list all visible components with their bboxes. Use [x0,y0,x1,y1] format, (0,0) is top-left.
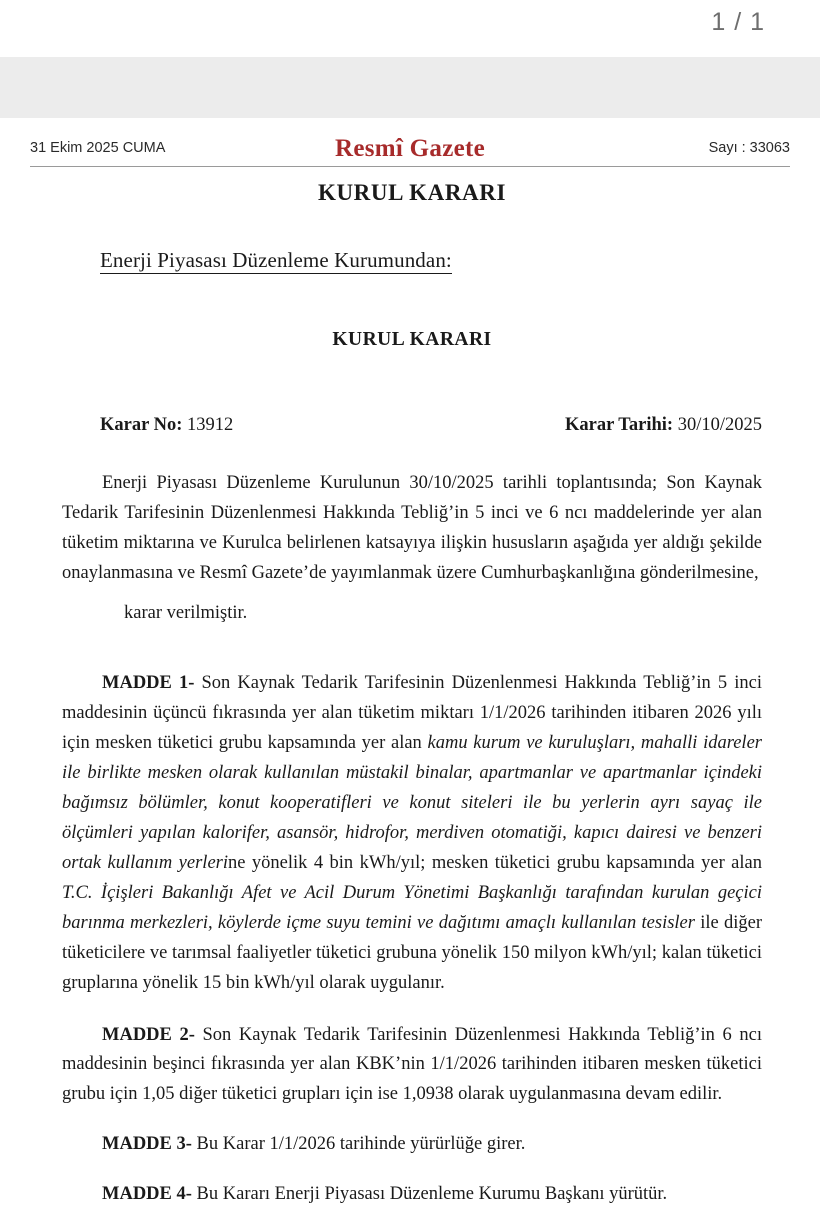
document-page [0,118,820,1205]
page-indicator: 1 / 1 [711,8,765,36]
article-1-part2: ne yönelik 4 bin kWh/yıl; mesken tüketici grubu kapsamında yer alan [228,852,762,873]
decision-meta-row [62,351,762,439]
document-title: KURUL KARARI [317,180,507,205]
document-subtitle: KURUL KARARI [332,329,492,350]
article-1-italic1: kamu kurum ve kuruluşları, mahalli idareler ile birlikte mesken olarak kullanılan müstakil binalar, apartmanlar ve apartmanlar içindeki bağımsız bölümler, konut kooperatifleri ve konut siteleri ile bu yerlerin ayrı sayaç ile ölçümleri yapılan kalorifer, asansör, hidrofor, merdiven otomatiği, kapıcı dairesi ve benzeri ortak kullanım yerleri [62,732,762,873]
viewer-gray-separator [0,57,820,118]
intro-paragraph: Enerji Piyasası Düzenleme Kurulunun 30/10/2025 tarihli toplantısında; Son Kaynak Tedarik Tarifesinin Düzenlenmesi Hakkında Tebliğ’in 5 inci ve 6 ncı maddelerinde yer alan tüketim miktarına ve Kurulca belirlenen katsayıya ilişkin hususların aşağıda yer aldığı şekilde onaylanmasına ve Resmî Gazete’de yayımlanmak üzere Cumhurbaşkanlığına gönderilmesine, [62,473,762,583]
decision-number-label: Karar No: [100,415,183,435]
document-content [62,174,762,1210]
article-3-label: MADDE 3- [102,1134,192,1155]
pdf-viewer-toolbar [0,0,820,57]
article-1 [62,629,762,999]
issuing-authority [62,206,762,273]
decision-date [565,415,762,436]
article-4 [62,1160,762,1210]
masthead-divider [30,166,790,167]
article-3 [62,1110,762,1160]
article-3-text: Bu Karar 1/1/2026 tarihinde yürürlüğe girer. [191,1134,526,1155]
article-2-label: MADDE 2- [102,1024,195,1045]
article-1-italic2: T.C. İçişleri Bakanlığı Afet ve Acil Durum Yönetimi Başkanlığı tarafından kurulan geçici barınma merkezleri, köylerde içme suyu temini ve dağıtımı amaçlı kullanılan tesisler [62,882,762,933]
article-4-label: MADDE 4- [102,1184,192,1205]
decision-number [100,415,233,436]
article-4-text: Bu Kararı Enerji Piyasası Düzenleme Kurumu Başkanı yürütür. [191,1184,668,1205]
decision-number-value: 13912 [187,415,234,435]
issuing-authority-text: Enerji Piyasası Düzenleme Kurumundan: [100,248,452,272]
decision-date-label: Karar Tarihi: [564,415,674,435]
article-1-label: MADDE 1- [102,672,195,693]
decision-date-value: 30/10/2025 [677,415,762,435]
gazette-masthead [30,135,790,165]
article-2-text: Son Kaynak Tedarik Tarifesinin Düzenlenmesi Hakkında Tebliğ’in 6 ncı maddesinin beşinci fıkrasında yer alan KBK’nin 1/1/2026 tarihinden itibaren mesken tüketici grubu için 1,05 diğer tüketici grupları için ise 1,0938 olarak uygulanmasına devam edilir. [62,1024,762,1105]
article-1-part1: Son Kaynak Tedarik Tarifesinin Düzenlenmesi Hakkında Tebliğ’in 5 inci maddesinin üçüncü fıkrasında yer alan tüketim miktarı 1/1/2026 tarihinden itibaren 2026 yılı için mesken tüketici grubu kapsamında yer alan [62,672,762,753]
gazette-date: 31 Ekim 2025 CUMA [30,140,166,156]
gazette-issue-number: Sayı : 33063 [708,140,790,156]
gazette-title: Resmî Gazete [334,135,486,162]
article-1-part3: ile diğer tüketicilere ve tarımsal faaliyetler tüketici grubuna yönelik 150 milyon kWh/yıl; kalan tüketici gruplarına yönelik 15 bin kWh/yıl olarak uygulanır. [62,912,762,993]
signoff-paragraph: karar verilmiştir. [124,602,248,623]
article-2 [62,999,762,1111]
